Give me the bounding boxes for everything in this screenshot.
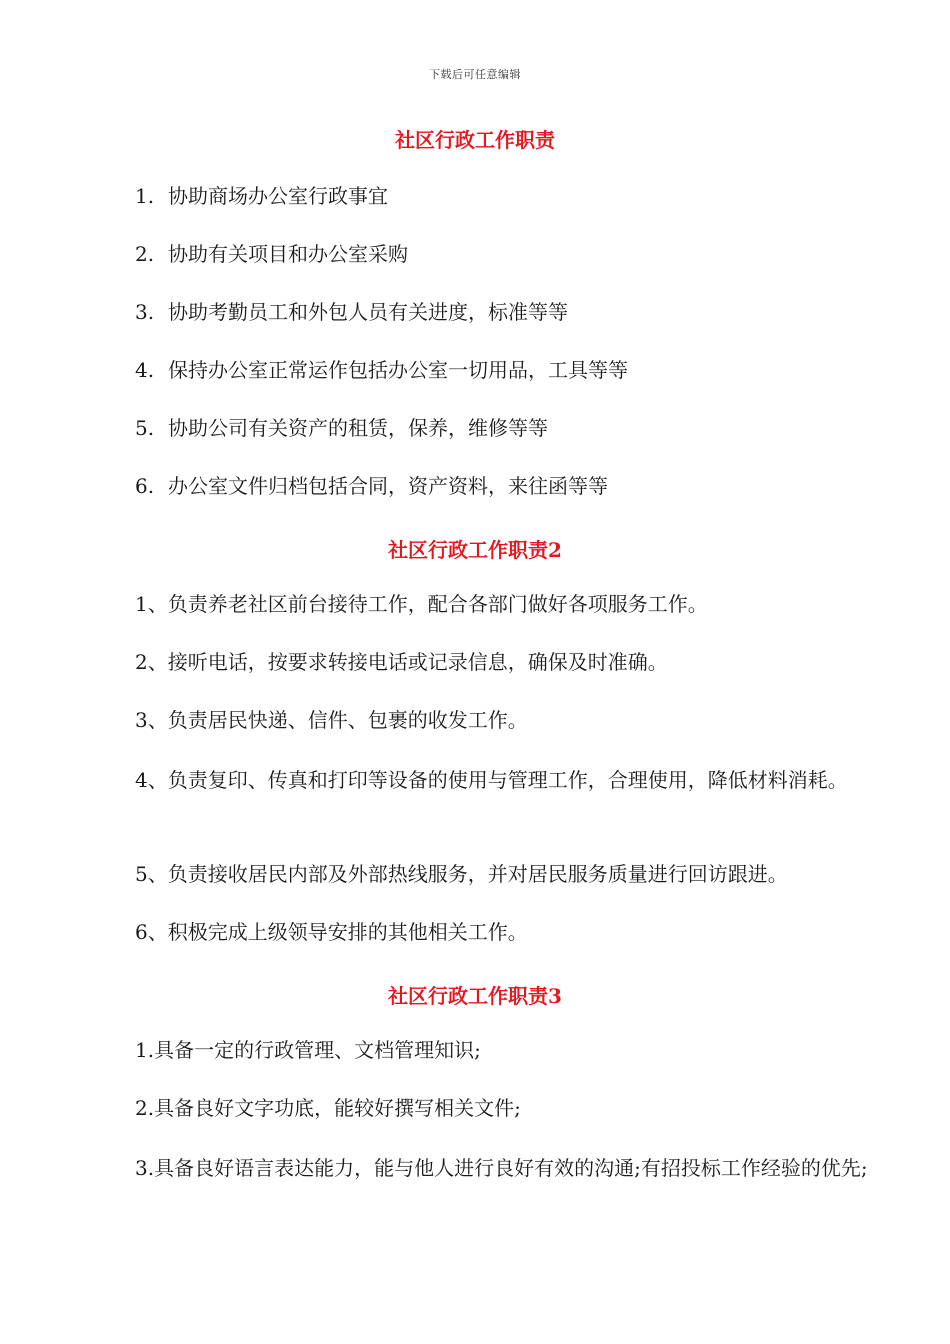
section-title-3: 社区行政工作职责3	[388, 984, 562, 1008]
list-item: 6、积极完成上级领导安排的其他相关工作。	[135, 920, 528, 944]
item-text: 协助商场办公室行政事宜	[168, 184, 388, 208]
list-item: 3、负责居民快递、信件、包裹的收发工作。	[135, 708, 528, 732]
item-number: 5.	[135, 416, 155, 440]
item-number: 1.	[135, 184, 155, 208]
item-number: 4.	[135, 358, 155, 382]
item-text: 办公室文件归档包括合同，资产资料，来往函等等	[168, 474, 608, 498]
list-item: 1.具备一定的行政管理、文档管理知识;	[135, 1038, 481, 1062]
list-item	[135, 182, 388, 210]
list-item	[135, 356, 628, 384]
section-title-1: 社区行政工作职责	[395, 128, 555, 152]
page-header: 下载后可任意编辑	[429, 68, 521, 81]
item-number: 2.	[135, 242, 155, 266]
list-item: 1、负责养老社区前台接待工作，配合各部门做好各项服务工作。	[135, 592, 708, 616]
item-text: 协助考勤员工和外包人员有关进度，标准等等	[168, 300, 568, 324]
section-title-2: 社区行政工作职责2	[388, 538, 562, 562]
list-item	[135, 298, 568, 326]
item-text: 保持办公室正常运作包括办公室一切用品，工具等等	[168, 358, 628, 382]
item-text: 协助公司有关资产的租赁，保养，维修等等	[168, 416, 548, 440]
list-item: 4、负责复印、传真和打印等设备的使用与管理工作，合理使用，降低材料消耗。	[135, 768, 848, 792]
list-item: 2、接听电话，按要求转接电话或记录信息，确保及时准确。	[135, 650, 668, 674]
list-item: 5、负责接收居民内部及外部热线服务，并对居民服务质量进行回访跟进。	[135, 862, 788, 886]
item-text: 协助有关项目和办公室采购	[168, 242, 408, 266]
list-item	[135, 472, 608, 500]
item-number: 3.	[135, 300, 155, 324]
list-item	[135, 414, 548, 442]
item-number: 6.	[135, 474, 155, 498]
list-item: 2.具备良好文字功底，能较好撰写相关文件;	[135, 1096, 521, 1120]
list-item: 3.具备良好语言表达能力，能与他人进行良好有效的沟通;有招投标工作经验的优先;	[135, 1156, 868, 1180]
list-item	[135, 240, 408, 268]
